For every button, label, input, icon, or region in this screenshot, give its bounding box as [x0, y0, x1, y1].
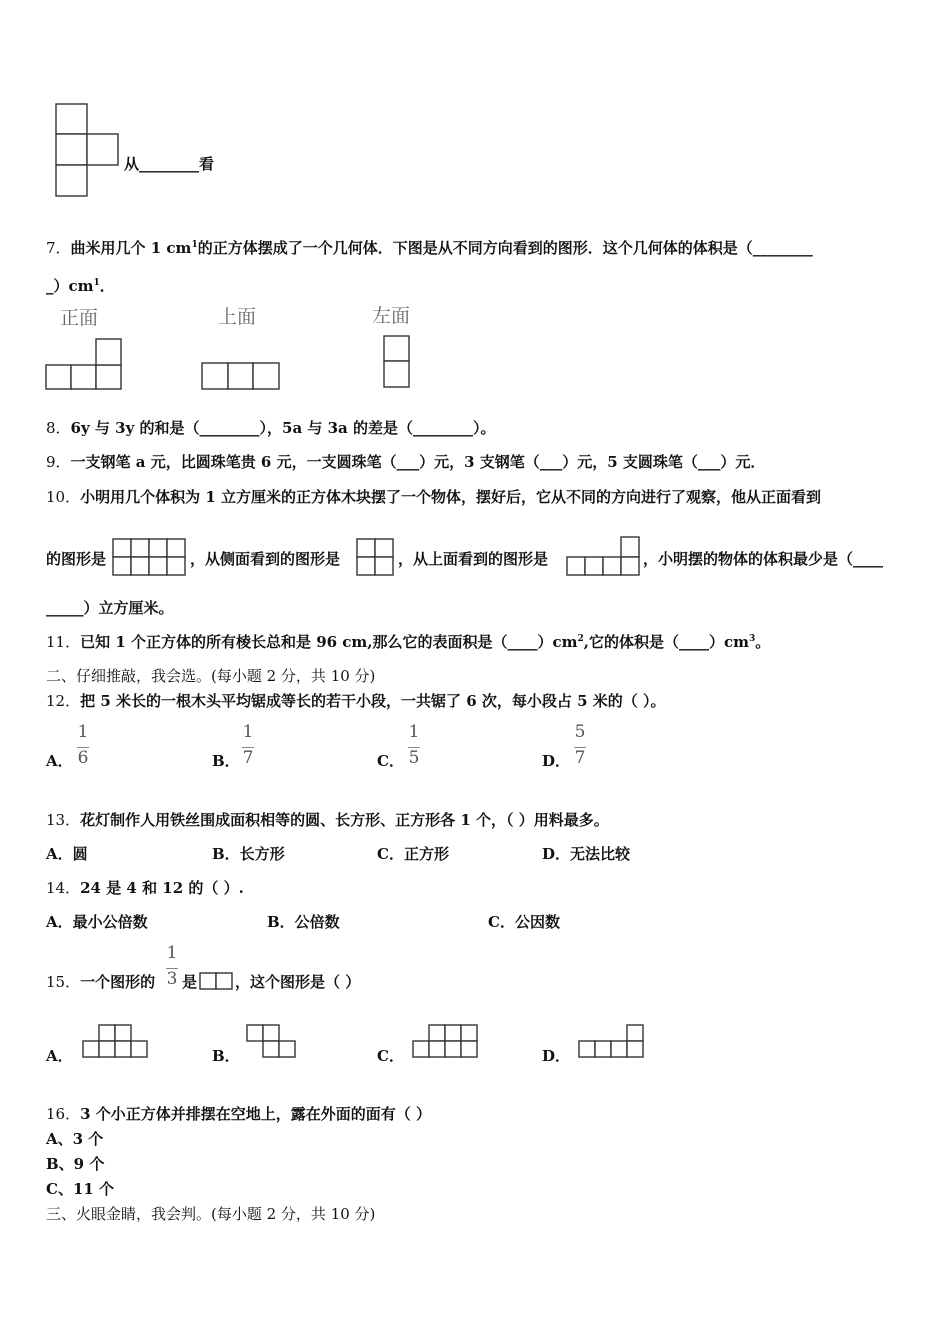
q13-option-c[interactable]: C．正方形 — [377, 845, 449, 863]
q12-fraction-c: 1 5 — [408, 722, 420, 768]
q13-question: 13．花灯制作人用铁丝围成面积相等的圆、长方形、正方形各 1 个，（ ）用料最多。 — [46, 811, 609, 829]
q16-question: 16．3 个小正方体并排摆在空地上，露在外面的面有（ ） — [46, 1105, 431, 1123]
q15-option-b[interactable]: B． — [212, 1047, 240, 1065]
q15-part-figure — [199, 972, 235, 992]
q13-option-b[interactable]: B．长方形 — [212, 845, 285, 863]
q15-is: 是 — [182, 973, 198, 991]
q12-option-a[interactable]: A． — [46, 752, 73, 770]
q16-option-b[interactable]: B、9 个 — [46, 1155, 105, 1173]
q14-option-c[interactable]: C．公因数 — [488, 913, 560, 931]
q15-option-a-figure[interactable] — [82, 1024, 150, 1060]
q7-question-cont: $\_)cm^1$． — [46, 277, 115, 295]
q15-option-d[interactable]: D． — [542, 1047, 571, 1065]
q9-question: 9．一支钢笔 a 元，比圆珠笔贵 6 元，一支圆珠笔（___）元，3 支钢笔（___）元，5 支圆珠笔（___）元． — [46, 453, 766, 471]
q7-left-view — [383, 334, 413, 390]
q13-option-d[interactable]: D．无法比较 — [542, 845, 631, 863]
q7-view-front-label: 正面 — [60, 307, 99, 329]
q10-side-view — [356, 538, 398, 578]
q7-left-square — [384, 361, 409, 387]
q6-caption: 从________看 — [124, 155, 215, 173]
q12-option-d[interactable]: D． — [542, 752, 571, 770]
q7-left-square — [384, 336, 409, 361]
q7-question: 7．曲米用几个 1 $cm^1$的正方体摆成了一个几何体．下图是从不同方向看到的图形．这个几何体的体积是（________ — [46, 239, 813, 257]
q16-option-a[interactable]: A、3 个 — [46, 1130, 104, 1148]
q10-top-text: ，从上面看到的图形是 — [398, 550, 549, 568]
q15-option-a[interactable]: A． — [46, 1047, 73, 1065]
q12-fraction-d: 5 7 — [574, 722, 586, 768]
q7-front-square — [46, 365, 71, 389]
q8-question: 8．6y 与 3y 的和是（________），5a 与 3a 的差是（________）。 — [46, 419, 496, 437]
q10-side-text: ，从侧面看到的图形是 — [190, 550, 341, 568]
q10-top-view — [566, 536, 644, 578]
q10-question-line2: 的图形是 — [46, 550, 107, 568]
q7-front-square — [96, 365, 121, 389]
q6-square — [56, 134, 87, 165]
q16-option-c[interactable]: C、11 个 — [46, 1180, 115, 1198]
section-3-heading: 三、火眼金睛，我会判。(每小题 2 分，共 10 分) — [46, 1205, 376, 1223]
q12-question: 12．把 5 米长的一根木头平均锯成等长的若干小段，一共锯了 6 次，每小段占 5 米的（ ）。 — [46, 692, 666, 710]
q14-option-a[interactable]: A．最小公倍数 — [46, 913, 148, 931]
q7-top-view — [202, 361, 282, 391]
q6-square — [56, 165, 87, 196]
q14-option-b[interactable]: B．公倍数 — [267, 913, 340, 931]
q7-top-square — [202, 363, 228, 389]
q10-question: 10．小明用几个体积为 1 立方厘米的正方体木块摆了一个物体，摆好后，它从不同的方向进行了观察，他从正面看到 — [46, 488, 821, 506]
q10-answer-text: ，小明摆的物体的体积最少是（____ — [643, 550, 884, 568]
q7-top-square — [228, 363, 253, 389]
section-2-heading: 二、仔细推敲，我会选。(每小题 2 分，共 10 分) — [46, 667, 376, 685]
q6-square — [87, 134, 118, 165]
q7-front-square — [96, 339, 121, 365]
q12-fraction-b: 1 7 — [242, 722, 254, 768]
q6-figure — [56, 104, 122, 198]
q7-view-top-label: 上面 — [218, 306, 257, 328]
q15-question-end: ，这个图形是（ ） — [235, 973, 361, 991]
q15-option-c-figure[interactable] — [412, 1024, 482, 1060]
q14-question: 14．24 是 4 和 12 的（ ）. — [46, 879, 244, 897]
q7-front-square — [71, 365, 96, 389]
q7-top-square — [253, 363, 279, 389]
q6-square — [56, 104, 87, 134]
q15-fraction: 1 3 — [166, 943, 178, 989]
q13-option-a[interactable]: A．圆 — [46, 845, 88, 863]
q10-question-line3: _____）立方厘米。 — [46, 599, 174, 617]
q7-view-left-label: 左面 — [372, 305, 411, 327]
q10-front-view — [112, 538, 190, 578]
q6-blank[interactable]: ________ — [139, 155, 200, 173]
q12-option-b[interactable]: B． — [212, 752, 240, 770]
q7-front-view — [46, 338, 126, 393]
q11-question: 11．已知 1 个正方体的所有棱长总和是 96 cm,那么它的表面积是$(\_\_\_\_)cm^2$,它的体积是$(\_\_\_\_)cm^3$。 — [46, 633, 771, 651]
q12-fraction-a: 1 6 — [77, 722, 89, 768]
q15-option-b-figure[interactable] — [246, 1024, 300, 1060]
q15-option-c[interactable]: C． — [377, 1047, 404, 1065]
q15-question: 15．一个图形的 — [46, 973, 156, 991]
q12-option-c[interactable]: C． — [377, 752, 404, 770]
q15-option-d-figure[interactable] — [578, 1024, 648, 1060]
